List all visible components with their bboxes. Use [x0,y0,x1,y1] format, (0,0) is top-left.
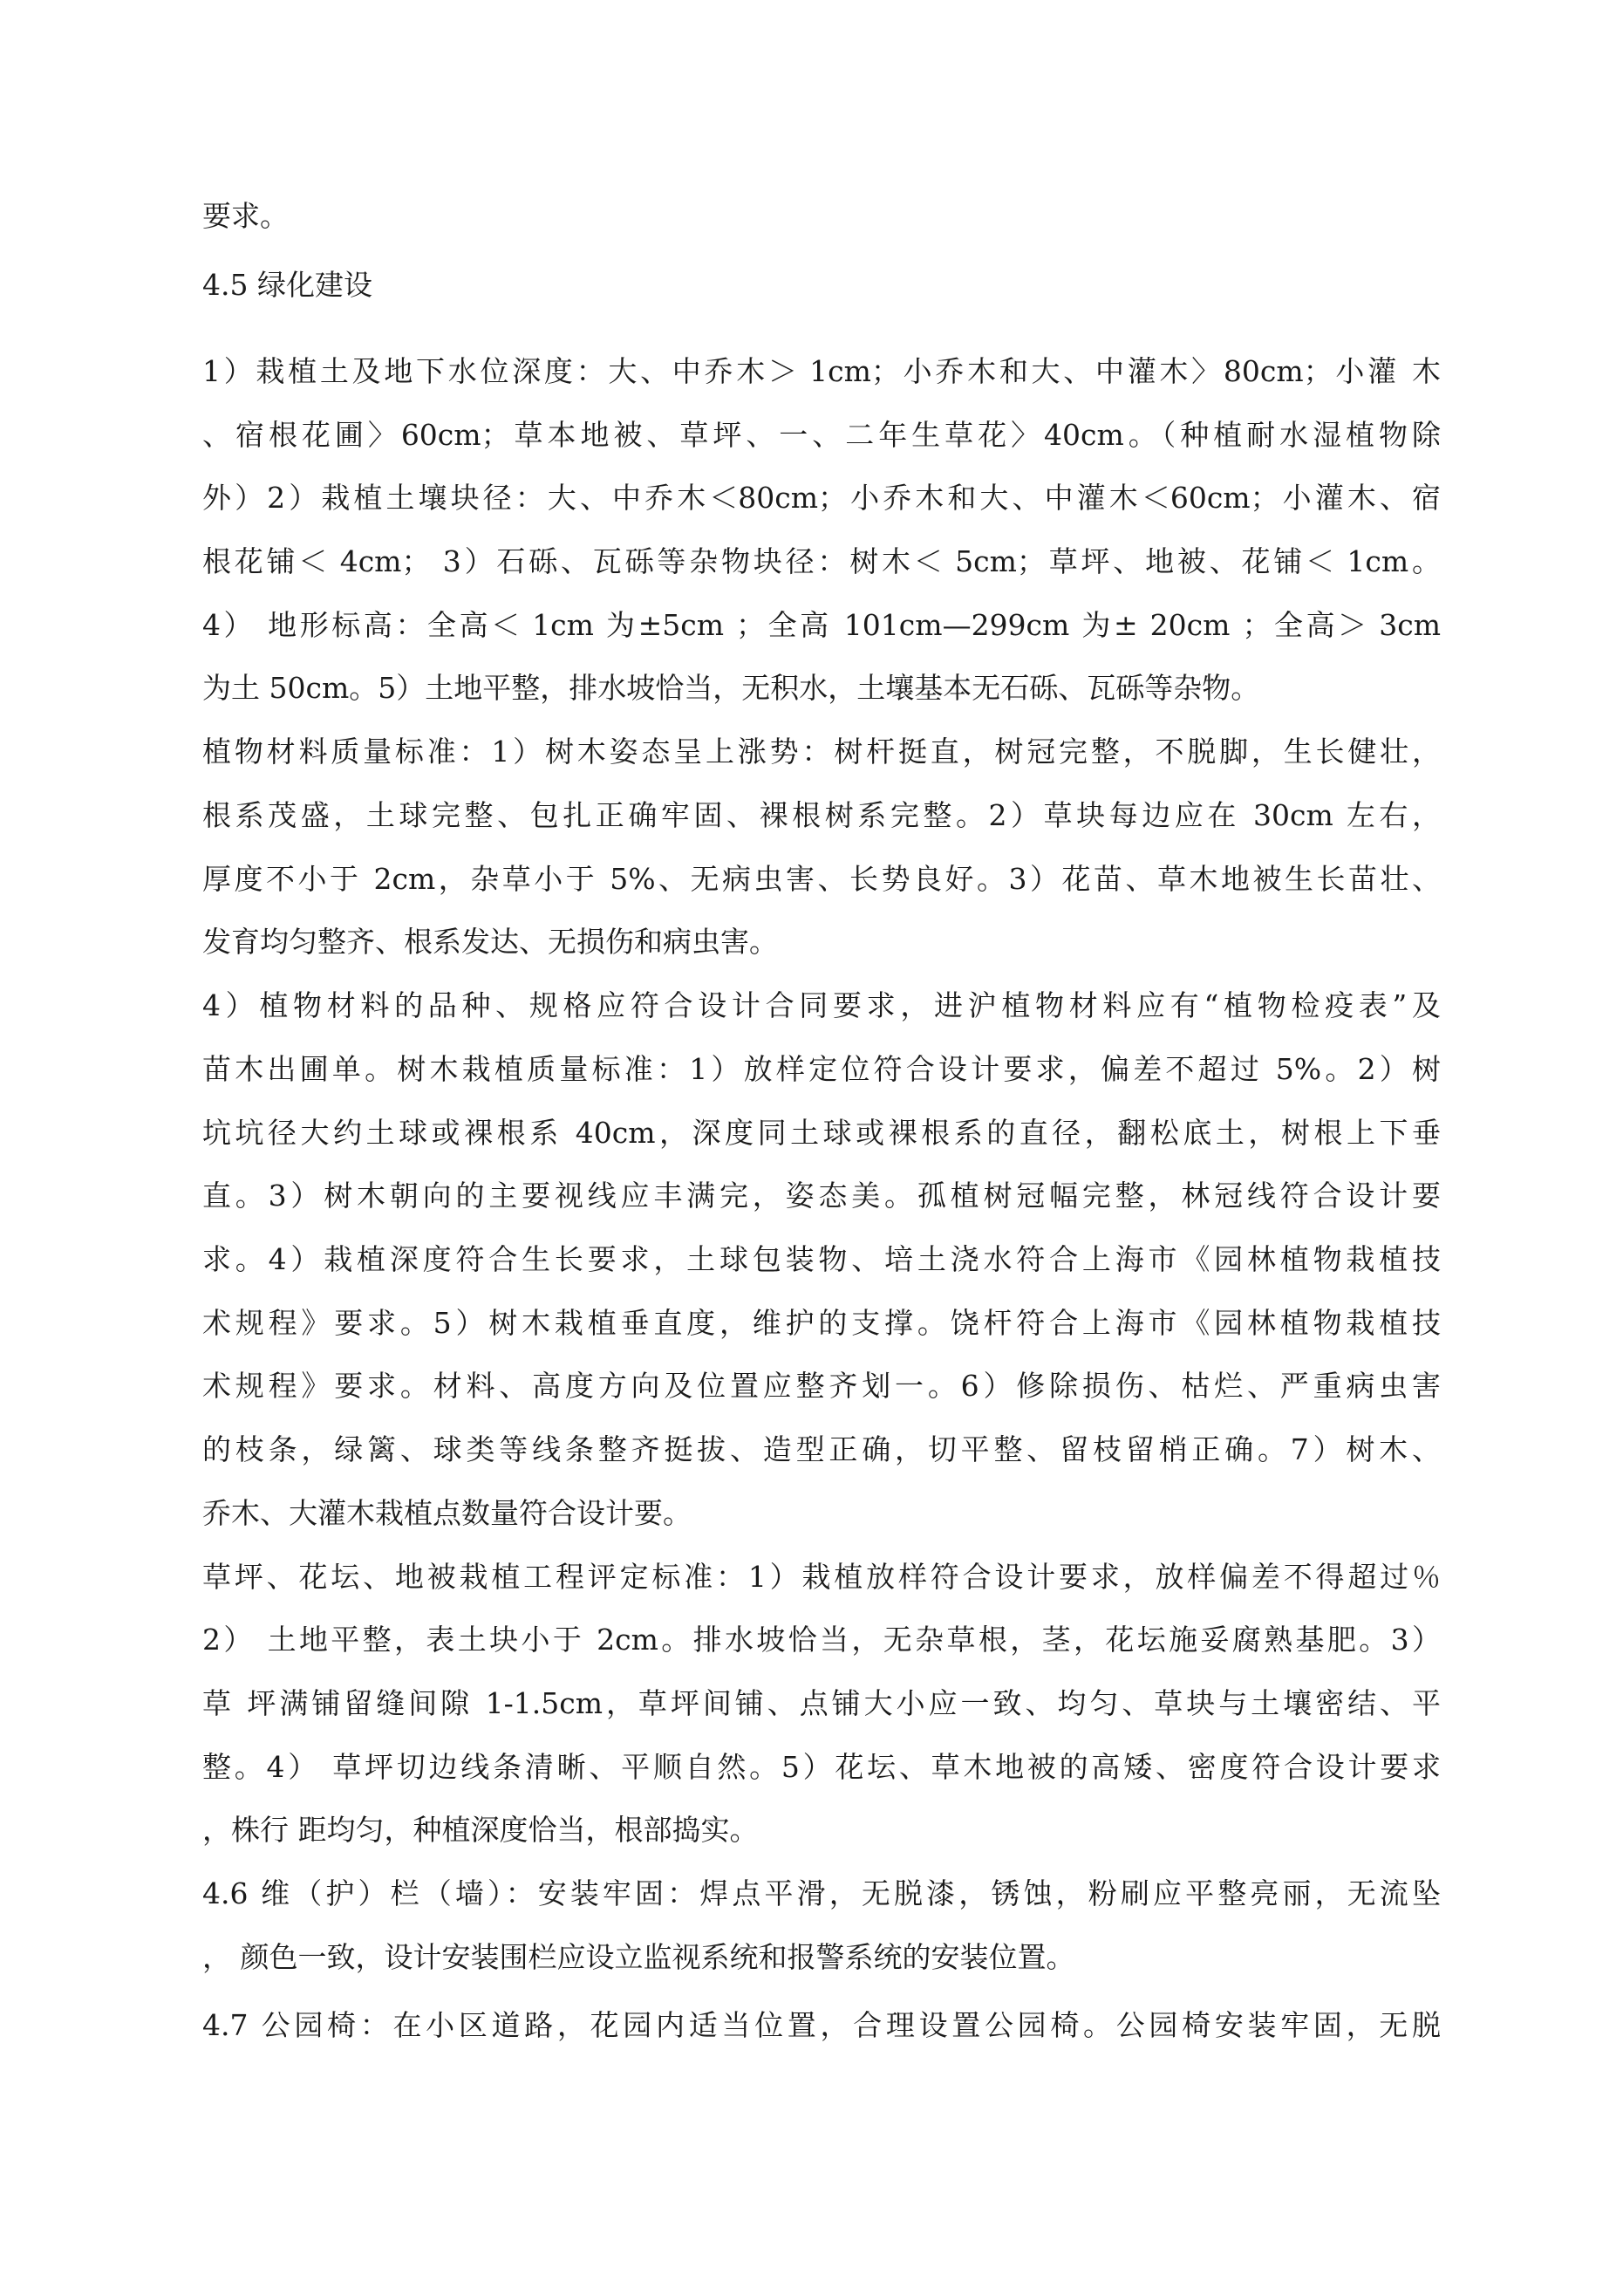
text-line: 为土 50cm。5）土地平整，排水坡恰当，无积水，土壤基本无石砾、瓦砾等杂物。 [202,671,1260,705]
text-line: 乔木、大灌木栽植点数量符合设计要。 [202,1496,692,1530]
text-line: 根系茂盛，土球完整、包扎正确牢固、裸根树系完整。2）草块每边应在 30cm 左右， [202,798,1441,832]
text-line: 要求。 [202,199,289,233]
text-line: 发育均匀整齐、根系发达、无损伤和病虫害。 [202,925,778,959]
text-line: 植物材料质量标准：1）树木姿态呈上涨势：树杆挺直，树冠完整，不脱脚，生长健壮， [202,735,1441,769]
text-line: 苗木出圃单。树木栽植质量标准：1）放样定位符合设计要求，偏差不超过 5%。2）树 [202,1052,1441,1086]
section-heading-4-5: 4.5 绿化建设 [202,268,372,302]
text-line: ，株行 距均匀，种植深度恰当，根部捣实。 [202,1813,759,1847]
text-line: 1）栽植土及地下水位深度：大、中乔木＞ 1cm；小乔木和大、中灌木〉80cm；小灌 木 [202,354,1441,388]
text-line: 4）植物材料的品种、规格应符合设计合同要求，进沪植物材料应有“植物检疫表”及 [202,988,1441,1022]
text-line: 草 坪满铺留缝间隙 1-1.5cm，草坪间铺、点铺大小应一致、均匀、草块与土壤密结、平 [202,1686,1441,1720]
text-line: 4） 地形标高：全高＜ 1cm 为±5cm ；全高 101cm—299cm 为± 20cm ；全高＞ 3cm [202,608,1441,642]
text-line: 术规程》要求。5）树木栽植垂直度，维护的支撑。饶杆符合上海市《园林植物栽植技 [202,1306,1441,1340]
text-line: 草坪、花坛、地被栽植工程评定标准：1）栽植放样符合设计要求，放样偏差不得超过％ [202,1560,1441,1594]
text-line: 外）2）栽植土壤块径：大、中乔木＜80cm；小乔木和大、中灌木＜60cm；小灌木、宿 [202,481,1441,515]
text-line: 求。4）栽植深度符合生长要求，土球包装物、培土浇水符合上海市《园林植物栽植技 [202,1242,1441,1276]
text-line: 术规程》要求。材料、高度方向及位置应整齐划一。6）修除损伤、枯烂、严重病虫害 [202,1369,1441,1403]
text-line: 整。4） 草坪切边线条清晰、平顺自然。5）花坛、草木地被的高矮、密度符合设计要求 [202,1750,1441,1784]
text-line: 坑坑径大约土球或裸根系 40cm，深度同土球或裸根系的直径，翻松底土，树根上下垂 [202,1116,1441,1150]
text-line: ， 颜色一致，设计安装围栏应设立监视系统和报警系统的安装位置。 [202,1940,1075,1974]
text-line: 的枝条，绿篱、球类等线条整齐挺拔、造型正确，切平整、留枝留梢正确。7）树木、 [202,1432,1441,1466]
text-line: 厚度不小于 2cm，杂草小于 5%、无病虫害、长势良好。3）花苗、草木地被生长苗壮、 [202,862,1441,896]
text-line: 2） 土地平整，表土块小于 2cm。排水坡恰当，无杂草根，茎，花坛施妥腐熟基肥。3） [202,1623,1441,1657]
text-line: 、宿根花圃〉60cm；草本地被、草坪、一、二年生草花〉40cm。（种植耐水湿植物除 [202,418,1441,452]
text-line: 直。3）树木朝向的主要视线应丰满完，姿态美。孤植树冠幅完整，林冠线符合设计要 [202,1179,1441,1213]
text-line: 根花铺＜ 4cm； 3）石砾、瓦砾等杂物块径：树木＜ 5cm；草坪、地被、花铺＜ 1cm。 [202,544,1441,578]
text-line: 4.7 公园椅：在小区道路，花园内适当位置，合理设置公园椅。公园椅安装牢固，无脱 [202,2008,1441,2042]
text-line: 4.6 维（护）栏（墙）：安装牢固：焊点平滑，无脱漆，锈蚀，粉刷应平整亮丽，无流坠 [202,1876,1441,1910]
